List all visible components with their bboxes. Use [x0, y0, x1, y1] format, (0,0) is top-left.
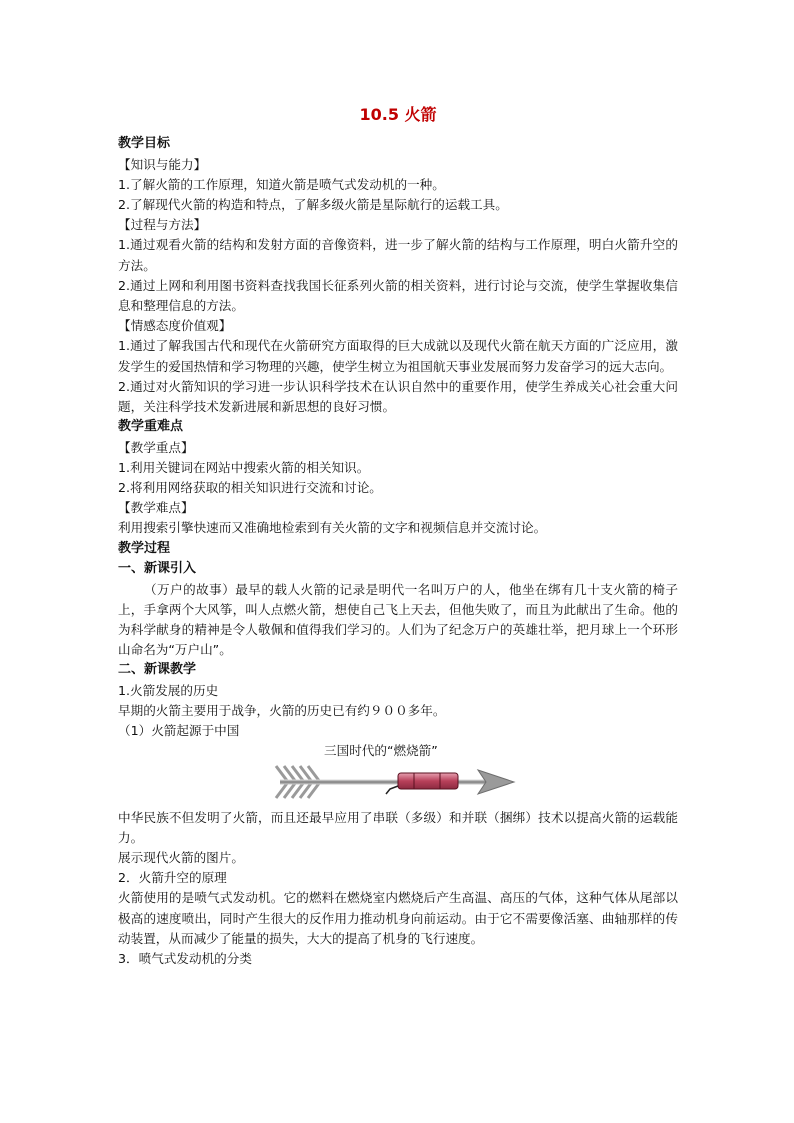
emotion-item-2: 2.通过对火箭知识的学习进一步认识科学技术在认识自然中的重要作用，使学生养成关心社会重大问题，关注科学技术发新进展和新思想的良好习惯。	[118, 378, 678, 414]
knowledge-item-2: 2.了解现代火箭的构造和特点，了解多级火箭是星际航行的运载工具。	[118, 196, 508, 212]
history-subheading: （1）火箭起源于中国	[118, 723, 240, 739]
after-figure-paragraph: 中华民族不但发明了火箭，而且还最早应用了串联（多级）和并联（捆绑）技术以提高火箭的运载能力。	[118, 809, 678, 845]
subheading-focus: 【教学重点】	[118, 439, 194, 455]
show-pictures-line: 展示现代火箭的图片。	[118, 849, 244, 865]
focus-item-2: 2.将利用网络获取的相关知识进行交流和讨论。	[118, 480, 382, 496]
process-item-1: 1.通过观看火箭的结构和发射方面的音像资料，进一步了解火箭的结构与工作原理，明白火箭升空的方法。	[118, 237, 678, 273]
figure-caption: 三国时代的“燃烧箭”	[324, 742, 438, 758]
difficulty-item-1: 利用搜索引擎快速而又准确地检索到有关火箭的文字和视频信息并交流讨论。	[118, 520, 547, 536]
page-title: 10.5 火箭	[359, 105, 437, 124]
section-heading-objectives: 教学目标	[118, 136, 171, 151]
focus-item-1: 1.利用关键词在网站中搜索火箭的相关知识。	[118, 459, 370, 475]
knowledge-item-1: 1.了解火箭的工作原理，知道火箭是喷气式发动机的一种。	[118, 176, 445, 192]
topic-heading-principle: 2．火箭升空的原理	[118, 870, 227, 886]
emotion-item-1: 1.通过了解我国古代和现代在火箭研究方面取得的巨大成就以及现代火箭在航天方面的广泛应用，激发学生的爱国热情和学习物理的兴趣，使学生树立为祖国航天事业发展而努力发奋学习的远大志向。	[118, 338, 678, 374]
step-heading-intro: 一、新课引入	[118, 561, 197, 577]
topic-heading-history: 1.火箭发展的历史	[118, 682, 219, 698]
history-text: 早期的火箭主要用于战争，火箭的历史已有约９００多年。	[118, 703, 446, 719]
intro-paragraph: （万户的故事）最早的载人火箭的记录是明代一名叫万户的人，他坐在绑有几十支火箭的椅子上，手拿两个大风筝，叫人点燃火箭，想使自己飞上天去，但他失败了，而且为此献出了生命。他的为科学献身的精神是令人敬佩和值得我们学习的。人们为了纪念万户的英雄壮举，把月球上一个环形山命名为“万户山”。	[118, 581, 678, 658]
section-heading-keypoints: 教学重难点	[118, 419, 184, 435]
fire-arrow-figure	[118, 744, 678, 806]
subheading-emotion-values: 【情感态度价值观】	[118, 318, 232, 334]
step-heading-new-lesson: 二、新课教学	[118, 662, 197, 678]
subheading-process-method: 【过程与方法】	[118, 217, 207, 233]
subheading-difficulty: 【教学难点】	[118, 500, 194, 516]
subheading-knowledge: 【知识与能力】	[118, 156, 207, 172]
document-page	[118, 104, 678, 969]
rocket-fuse	[386, 786, 398, 794]
process-item-2: 2.通过上网和利用图书资料查找我国长征系列火箭的相关资料，进行讨论与交流，使学生掌握收集信息和整理信息的方法。	[118, 277, 678, 313]
fire-arrow-illustration	[274, 762, 518, 804]
topic-heading-classification: 3．喷气式发动机的分类	[118, 951, 252, 966]
principle-paragraph: 火箭使用的是喷气式发动机。它的燃料在燃烧室内燃烧后产生高温、高压的气体，这种气体从尾部以极高的速度喷出，同时产生很大的反作用力推动机身向前运动。由于它不需要像活塞、曲轴那样的传动装置，从而减少了能量的损失，大大的提高了机身的飞行速度。	[118, 890, 678, 946]
rocket-tube	[398, 773, 458, 789]
section-heading-process: 教学过程	[118, 540, 171, 556]
